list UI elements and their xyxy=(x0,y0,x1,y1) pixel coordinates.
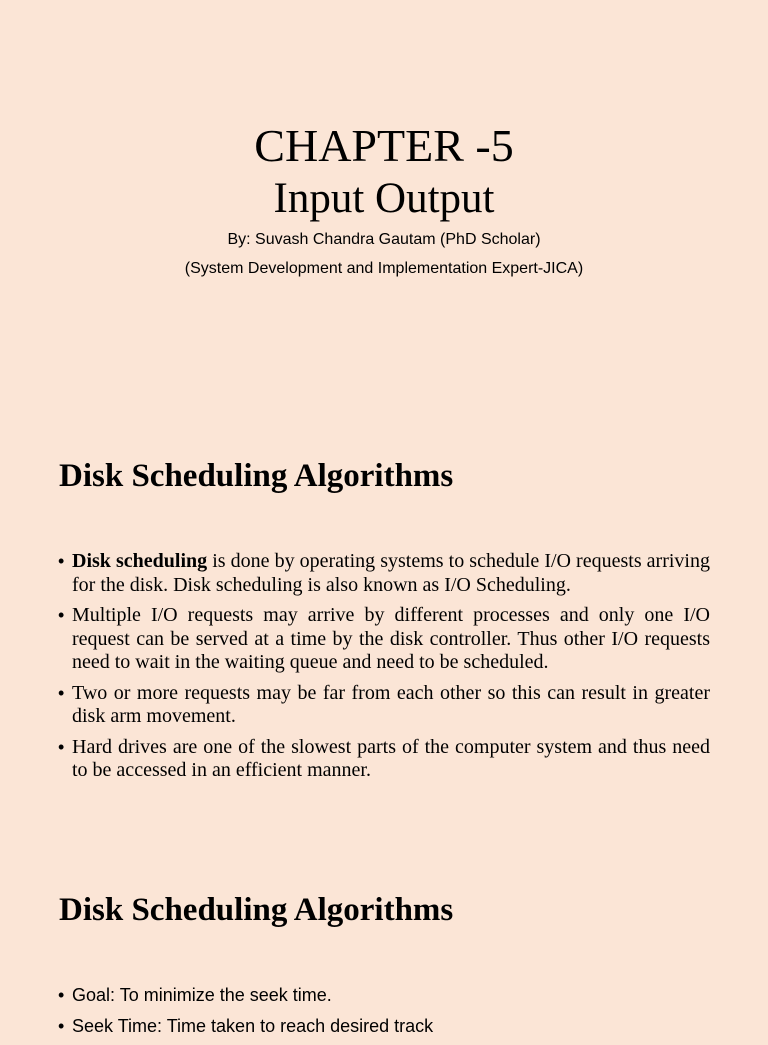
bullet-text: Hard drives are one of the slowest parts of the computer system and thus need to be accessed in an efficient manner. xyxy=(72,735,710,781)
bullet-icon: • xyxy=(58,682,65,703)
bullet-text: Two or more requests may be far from each other so this can result in greater disk arm movement. xyxy=(72,681,710,727)
title-slide xyxy=(0,0,768,420)
bullet-icon: • xyxy=(58,736,65,757)
bullet-item xyxy=(58,604,710,675)
bullet-text: is done by operating systems to schedule I/O requests arriving for the disk. Disk scheduling is also known as I/O Scheduling. xyxy=(72,550,710,596)
bullet-text: Multiple I/O requests may arrive by different processes and only one I/O request can be served at a time by the disk controller. Thus other I/O requests need to wait in the waiting queue and need to be scheduled. xyxy=(72,604,710,673)
bullet-item xyxy=(58,550,710,597)
chapter-title: CHAPTER -5 xyxy=(254,120,514,171)
bullet-item xyxy=(58,736,710,783)
author-line: By: Suvash Chandra Gautam (PhD Scholar) xyxy=(227,231,541,248)
disk-scheduling-goals-slide xyxy=(0,850,768,1036)
bold-term: Disk scheduling xyxy=(72,550,208,572)
bullet-item xyxy=(58,983,710,1007)
chapter-subtitle: Input Output xyxy=(273,175,495,222)
bullet-item xyxy=(58,1014,710,1038)
author-role-line: (System Development and Implementation Expert-JICA) xyxy=(184,260,584,277)
bullet-item xyxy=(58,682,710,729)
bullet-icon: • xyxy=(58,605,65,625)
bullet-icon: • xyxy=(58,985,65,1005)
slide-heading: Disk Scheduling Algorithms xyxy=(59,458,454,494)
slide-heading: Disk Scheduling Algorithms xyxy=(59,892,454,928)
bullet-text: Goal: To minimize the seek time. xyxy=(72,985,332,1005)
bullet-list xyxy=(58,983,710,1045)
bullet-list xyxy=(58,550,710,790)
bullet-text: Seek Time: Time taken to reach desired track xyxy=(72,1016,434,1036)
bullet-icon: • xyxy=(58,1016,65,1036)
disk-scheduling-intro-slide xyxy=(0,420,768,850)
bullet-icon: • xyxy=(58,551,65,571)
